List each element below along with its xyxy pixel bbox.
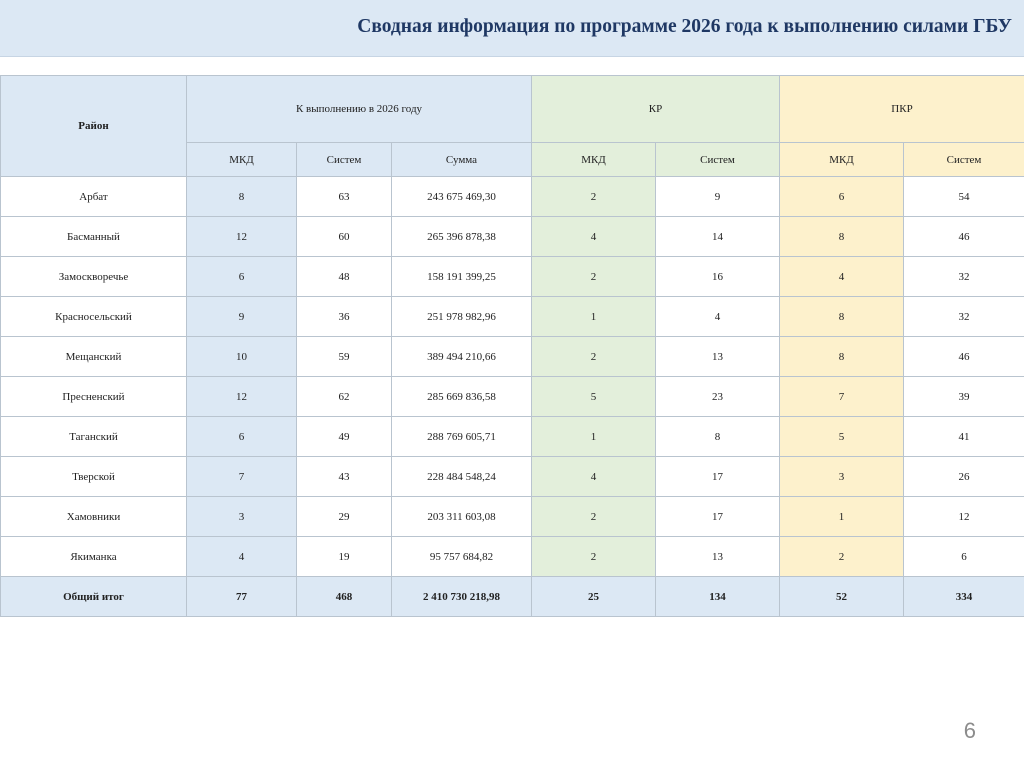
cell-pkr-sistem: 41 xyxy=(904,417,1024,457)
cell-kr-sistem: 13 xyxy=(656,337,780,377)
cell-plan-mkd: 6 xyxy=(187,257,297,297)
cell-pkr-mkd: 7 xyxy=(780,377,904,417)
total-plan-sistem: 468 xyxy=(297,577,392,617)
cell-pkr-mkd: 5 xyxy=(780,417,904,457)
total-row xyxy=(1,577,1024,617)
header-row-groups xyxy=(1,76,1024,143)
total-pkr-mkd: 52 xyxy=(780,577,904,617)
cell-pkr-sistem: 54 xyxy=(904,177,1024,217)
cell-kr-sistem: 16 xyxy=(656,257,780,297)
table-row xyxy=(1,217,1024,257)
table-row xyxy=(1,337,1024,377)
table-row xyxy=(1,417,1024,457)
cell-rayon: Мещанский xyxy=(1,337,187,377)
cell-plan-mkd: 7 xyxy=(187,457,297,497)
total-plan-mkd: 77 xyxy=(187,577,297,617)
cell-rayon: Арбат xyxy=(1,177,187,217)
cell-pkr-mkd: 4 xyxy=(780,257,904,297)
cell-plan-summa: 95 757 684,82 xyxy=(392,537,532,577)
cell-plan-sistem: 29 xyxy=(297,497,392,537)
cell-pkr-sistem: 39 xyxy=(904,377,1024,417)
table-body xyxy=(1,177,1024,577)
total-kr-sistem: 134 xyxy=(656,577,780,617)
cell-kr-sistem: 23 xyxy=(656,377,780,417)
header-kr-mkd: МКД xyxy=(532,143,656,177)
header-plan-mkd: МКД xyxy=(187,143,297,177)
cell-plan-sistem: 60 xyxy=(297,217,392,257)
cell-kr-mkd: 1 xyxy=(532,417,656,457)
cell-pkr-mkd: 2 xyxy=(780,537,904,577)
cell-rayon: Хамовники xyxy=(1,497,187,537)
cell-pkr-mkd: 8 xyxy=(780,297,904,337)
cell-plan-summa: 285 669 836,58 xyxy=(392,377,532,417)
cell-kr-mkd: 1 xyxy=(532,297,656,337)
cell-plan-summa: 389 494 210,66 xyxy=(392,337,532,377)
title-bar xyxy=(0,0,1024,57)
cell-plan-summa: 158 191 399,25 xyxy=(392,257,532,297)
summary-table xyxy=(0,75,1024,617)
cell-plan-mkd: 10 xyxy=(187,337,297,377)
total-plan-summa: 2 410 730 218,98 xyxy=(392,577,532,617)
table-row xyxy=(1,377,1024,417)
header-group-pkr: ПКР xyxy=(780,76,1024,143)
header-group-kr: КР xyxy=(532,76,780,143)
cell-plan-mkd: 9 xyxy=(187,297,297,337)
cell-plan-mkd: 12 xyxy=(187,377,297,417)
cell-plan-mkd: 4 xyxy=(187,537,297,577)
cell-kr-sistem: 17 xyxy=(656,457,780,497)
cell-plan-mkd: 8 xyxy=(187,177,297,217)
cell-kr-mkd: 2 xyxy=(532,337,656,377)
header-pkr-sistem: Систем xyxy=(904,143,1024,177)
table-row xyxy=(1,497,1024,537)
header-group-plan: К выполнению в 2026 году xyxy=(187,76,532,143)
cell-plan-summa: 243 675 469,30 xyxy=(392,177,532,217)
cell-rayon: Якиманка xyxy=(1,537,187,577)
header-kr-sistem: Систем xyxy=(656,143,780,177)
cell-plan-mkd: 3 xyxy=(187,497,297,537)
cell-pkr-sistem: 46 xyxy=(904,217,1024,257)
cell-rayon: Таганский xyxy=(1,417,187,457)
cell-plan-mkd: 6 xyxy=(187,417,297,457)
cell-kr-sistem: 9 xyxy=(656,177,780,217)
cell-kr-mkd: 2 xyxy=(532,537,656,577)
cell-pkr-mkd: 3 xyxy=(780,457,904,497)
cell-kr-mkd: 5 xyxy=(532,377,656,417)
cell-rayon: Замоскворечье xyxy=(1,257,187,297)
table-row xyxy=(1,457,1024,497)
cell-kr-sistem: 14 xyxy=(656,217,780,257)
cell-pkr-sistem: 12 xyxy=(904,497,1024,537)
total-rayon: Общий итог xyxy=(1,577,187,617)
cell-kr-sistem: 4 xyxy=(656,297,780,337)
cell-plan-summa: 251 978 982,96 xyxy=(392,297,532,337)
cell-plan-sistem: 59 xyxy=(297,337,392,377)
table-row xyxy=(1,297,1024,337)
cell-rayon: Басманный xyxy=(1,217,187,257)
cell-plan-sistem: 62 xyxy=(297,377,392,417)
cell-kr-mkd: 2 xyxy=(532,497,656,537)
cell-pkr-sistem: 32 xyxy=(904,257,1024,297)
total-kr-mkd: 25 xyxy=(532,577,656,617)
cell-plan-sistem: 63 xyxy=(297,177,392,217)
cell-pkr-mkd: 1 xyxy=(780,497,904,537)
cell-pkr-mkd: 8 xyxy=(780,337,904,377)
cell-rayon: Пресненский xyxy=(1,377,187,417)
cell-kr-mkd: 2 xyxy=(532,177,656,217)
header-plan-summa: Сумма xyxy=(392,143,532,177)
total-pkr-sistem: 334 xyxy=(904,577,1024,617)
cell-rayon: Красносельский xyxy=(1,297,187,337)
cell-plan-mkd: 12 xyxy=(187,217,297,257)
page-title: Сводная информация по программе 2026 года к выполнению силами ГБУ xyxy=(357,16,1012,37)
cell-plan-sistem: 49 xyxy=(297,417,392,457)
cell-rayon: Тверской xyxy=(1,457,187,497)
cell-pkr-sistem: 6 xyxy=(904,537,1024,577)
header-rayon: Район xyxy=(1,76,187,177)
cell-kr-sistem: 8 xyxy=(656,417,780,457)
cell-pkr-sistem: 32 xyxy=(904,297,1024,337)
table-row xyxy=(1,257,1024,297)
cell-kr-mkd: 4 xyxy=(532,217,656,257)
cell-plan-summa: 265 396 878,38 xyxy=(392,217,532,257)
cell-kr-sistem: 13 xyxy=(656,537,780,577)
cell-pkr-mkd: 8 xyxy=(780,217,904,257)
cell-pkr-sistem: 26 xyxy=(904,457,1024,497)
cell-plan-sistem: 48 xyxy=(297,257,392,297)
cell-plan-summa: 288 769 605,71 xyxy=(392,417,532,457)
cell-plan-summa: 203 311 603,08 xyxy=(392,497,532,537)
cell-pkr-mkd: 6 xyxy=(780,177,904,217)
page-number: 6 xyxy=(963,718,976,743)
cell-kr-sistem: 17 xyxy=(656,497,780,537)
cell-plan-sistem: 19 xyxy=(297,537,392,577)
cell-kr-mkd: 2 xyxy=(532,257,656,297)
cell-pkr-sistem: 46 xyxy=(904,337,1024,377)
table-row xyxy=(1,537,1024,577)
cell-kr-mkd: 4 xyxy=(532,457,656,497)
table-row xyxy=(1,177,1024,217)
header-plan-sistem: Систем xyxy=(297,143,392,177)
header-pkr-mkd: МКД xyxy=(780,143,904,177)
cell-plan-summa: 228 484 548,24 xyxy=(392,457,532,497)
cell-plan-sistem: 43 xyxy=(297,457,392,497)
cell-plan-sistem: 36 xyxy=(297,297,392,337)
